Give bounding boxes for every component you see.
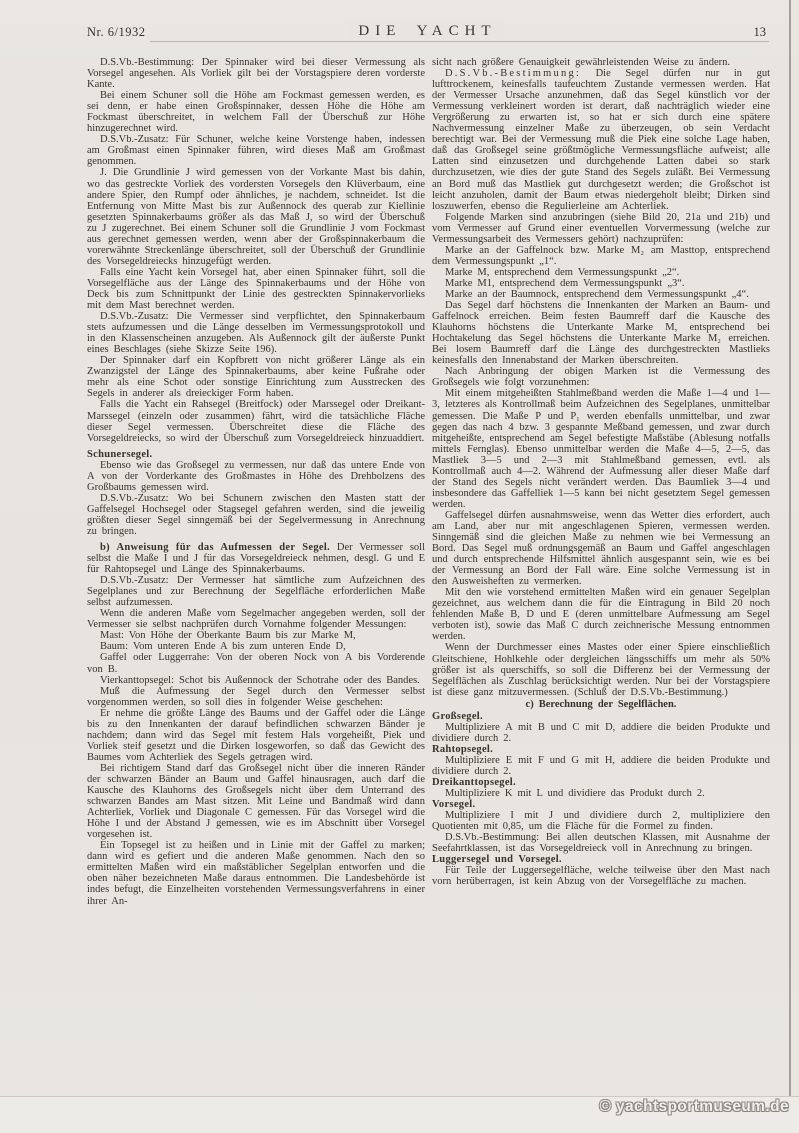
paragraph xyxy=(432,278,770,289)
paragraph-text: Bei richtigem Stand darf das Großsegel nicht über die inneren Ränder der schwarzen Bänder an Baum und Gaffel hinausragen, auch darf die Kausche des Klauhorns des Großsegels nicht über dem Unterrand des schwarzen Bandes am Mast sitzen. Mit Leine und Bandmaß wird dann Achterliek, Vorliek und Diagonale C gemessen. Für das Vorsegel wird die Höhe I und der Abstand J gemessen, wie es im Abschnitt über Vorsegel vorgesehen ist. xyxy=(87,762,425,841)
paragraph-text: Dreikanttopsegel. xyxy=(432,777,516,789)
scan-bottom-rule xyxy=(0,1096,799,1097)
paragraph-text: Die Segel dürfen nur in gut lufttrockenem, keinesfalls taufeuchtem Zustande vermessen werden. Hat der Vermesser Ursache anzunehmen, daß das Segel künstlich vor der Vermessung verkleinert worden ist derart, daß nachträglich wieder eine Vergrößerung zu erwarten ist, so hat er sich durch eine spätere Nachvermessung einzelner Maße zu überzeugen, ob sein Verdacht berechtigt war. Bei der Vermessung muß die Piek eine solche Lage haben, daß das Großsegel seine größtmögliche Vermessungsfläche aufweist; alle Latten sind einzusetzen und durchgehende Latten dabei so stark durchzusetzen, wie dies der gute Stand des Segels zuläßt. Bei Vermessung an Bord muß das Mastliek gut durchgesetzt werden; die Großschot ist leicht anzuholen, damit der Baum etwas niedergeholt bleibt; Dirken sind loszuwerfen, ebenso die Regulierleine am Achterliek. xyxy=(432,68,770,212)
paragraph-text: sicht nach größere Genauigkeit gewährleistenden Weise zu ändern. xyxy=(432,57,730,68)
paragraph xyxy=(432,300,770,366)
paragraph xyxy=(87,493,425,537)
paragraph xyxy=(87,630,425,641)
paragraph xyxy=(87,90,425,134)
journal-issue: Nr. 6/1932 xyxy=(87,25,146,39)
paragraph-text: Rahtopsegel. xyxy=(432,743,494,755)
paragraph-text: Vorsegel. xyxy=(432,799,476,811)
paragraph xyxy=(432,788,770,799)
journal-title-text: DIE YACHT xyxy=(350,23,504,39)
paragraph-text: Marke M1, entsprechend dem Vermessungspunkt „3“. xyxy=(445,277,685,289)
scan-page-edge xyxy=(789,0,791,1098)
paragraph-text: J. Die Grundlinie J wird gemessen von der Vorkante Mast bis dahin, wo das gestreckte Vorliek des vordersten Vorsegels den Klüverbaum, eine andere Spier, den Rumpf oder ähnliches, je nachdem, schneidet. Ist die Entfernung von Mitte Mast bis zur Außennock des querab zur Kiellinie gesetzten Spinnakerbaums größer als das Maß J, so wird der Überschuß zu J zugerechnet. Bei einem Schuner soll die Grundlinie J vom Fockmast aus gerechnet gemessen werden, wenn aber der Großspinnakerbaum die vorerwähnte Streckenlänge überschreitet, soll der Überschuß der Grundlinie des Vorsegeldreiecks hinzugefügt werden. xyxy=(87,167,425,267)
paragraph xyxy=(432,587,770,642)
subsection-heading xyxy=(432,744,770,755)
journal-title xyxy=(88,23,767,40)
paragraph-text: Falls eine Yacht kein Vorsegel hat, aber einen Spinnaker führt, soll die Vorsegelfläche aus der Länge des Spinnakerbaums und der Höhe von Deck bis zum Schnittpunkt der Linie des gestreckten Spinnakervorlieks mit dem Mast berechnet werden. xyxy=(87,266,425,312)
paragraph-text: D.S.Vb.-Zusatz: Wo bei Schunern zwischen den Masten statt der Gaffelsegel Hochsegel oder Stagsegel gefahren werden, sind die jeweilig größten dieser Segel sinngemäß bei der Segelvermessung in Anrechnung zu bringen. xyxy=(87,492,425,537)
paragraph-text: Marke M, entsprechend dem Vermessungspunkt „2“. xyxy=(445,266,680,278)
paragraph xyxy=(87,763,425,840)
paragraph-text: Großsegel. xyxy=(432,710,483,722)
paragraph-text: Für Teile der Luggersegelfläche, welche teilweise über den Mast nach vorn herüberragen, ist kein Abzug von der Vorsegelfläche zu machen. xyxy=(432,865,770,888)
paragraph-text: D.S.Vb.-Zusatz: Für Schuner, welche keine Vorstenge haben, indessen am Großmast einen Spinnaker führen, wird dieses Maß am Großmast genommen. xyxy=(87,134,425,168)
paragraph-text: Multipliziere K mit L und dividiere das Produkt durch 2. xyxy=(445,788,705,800)
paragraph-text: D.S.Vb.-Zusatz: Der Vermesser hat sämtliche zum Aufzeichnen des Segelplanes und zur Berechnung der Segelfläche erforderlichen Maße selbst aufzumessen. xyxy=(87,575,425,609)
subsection-heading xyxy=(432,854,770,865)
paragraph xyxy=(432,642,770,697)
paragraph xyxy=(87,542,425,575)
paragraph xyxy=(432,245,770,267)
subsection-heading xyxy=(432,799,770,810)
paragraph xyxy=(87,652,425,674)
paragraph-text: Mit den wie vorstehend ermittelten Maßen wird ein genauer Segelplan gezeichnet, aus welchem dann die für die Eintragung in Bild 20 noch fehlenden Maße B, D und E (deren unmittelbare Aufmessung am Segel verboten ist), sowie das Maß C durch zeichnerische Messung entnommen werden. xyxy=(432,587,770,643)
paragraph xyxy=(432,510,770,587)
paragraph xyxy=(87,167,425,266)
page-number: 13 xyxy=(753,25,766,39)
paragraph-text: Wenn die anderen Maße vom Segelmacher angegeben werden, soll der Vermesser sie selbst nachprüfen durch Vornahme folgender Messungen: xyxy=(87,608,425,631)
paragraph-text: Wenn der Durchmesser eines Mastes oder einer Spiere einschließlich Gleitschiene, Hohlkehle oder dergleichen längsschiffs um mehr als 50% größer ist als querschiffs, so soll die Differenz bei der Vermessung der Segelflächen als Zuschlag berücksichtigt werden. Nur bei der Vorstagspiere ist diese ganz mitzuvermessen. (Schluß der D.S.Vb.-Bestimmung.) xyxy=(432,642,770,698)
paragraph-text: c) Berechnung der Segelflächen. xyxy=(525,698,677,710)
text-column-right xyxy=(432,57,770,888)
paragraph-text: Marke an der Baumnock, entsprechend dem Vermessungspunkt „4“. xyxy=(445,288,749,300)
paragraph xyxy=(432,366,770,388)
subsection-heading xyxy=(432,711,770,722)
paragraph-text: Der Vermesser soll selbst die Maße I und J für das Vorsegeldreieck nehmen, desgl. G und E für Rahtopsegel und Länge des Spinnakerbaums. xyxy=(87,542,425,576)
paragraph xyxy=(87,708,425,763)
paragraph xyxy=(87,267,425,311)
paragraph-text: Gaffel oder Luggerrahe: Von der oberen Nock von A bis Vorderende von B. xyxy=(87,652,425,675)
paragraph xyxy=(87,675,425,686)
paragraph-text: Der Spinnaker darf ein Kopfbrett von nicht größerer Länge als ein Zwanzigstel der Länge des Spinnakerbaums, aber keine Fußrahe oder mehr als eine Schot oder sonstige Einrichtung zum Ausstrecken des Segels in anderer als dreieckiger Form haben. xyxy=(87,355,425,400)
header-rule xyxy=(150,41,769,42)
paragraph xyxy=(432,722,770,744)
paragraph-text: Das Segel darf höchstens die Innenkanten der Marken an Baum- und Gaffelnock erreichen. Beim festen Baumreff darf die Kausche des Klauhorns höchstens die Unterkante Marke M, entsprechend bei Hochtakelung das Segel höchstens die Unterkante Marke M₂ erreichen. Bei losem Baumreff darf die Länge des durchgestreckten Mastlieks keinesfalls den Innenabstand der Marken überschreiten. xyxy=(432,300,770,367)
paragraph-text: Falls die Yacht ein Rahsegel (Breitfock) oder Marssegel oder Dreikant-Marssegel (einzeln oder zusammen) fährt, wird die tatsächliche Fläche dieser Segel vermessen. Überschreitet diese die Fläche des Vorsegeldreiecks, so wird der Überschuß zum Vorsegeldreieck hinzuaddiert. xyxy=(87,399,425,444)
paragraph-text: Multipliziere A mit B und C mit D, addiere die beiden Produkte und dividiere durch 2. xyxy=(432,721,770,744)
paragraph xyxy=(432,388,770,510)
paragraph xyxy=(87,641,425,652)
paragraph-text: D.S.Vb.-Zusatz: Die Vermesser sind verpflichtet, den Spinnakerbaum stets aufzumessen und die Länge desselben im Vermessungsprotokoll und in den Klassenscheinen anzugeben. Als Außennock gilt der äußerste Punkt eines Beschlages (siehe Skizze Seite 196). xyxy=(87,311,425,356)
paragraph xyxy=(87,575,425,608)
paragraph xyxy=(432,212,770,245)
paragraph-text: Gaffelsegel dürfen ausnahmsweise, wenn das Wetter dies erfordert, auch am Land, aber nur mit angeschlagenen Spieren, vermessen werden. Sinngemäß sind die gleichen Maße zu nehmen wie bei Vermessung an Bord. Das Segel muß ordnungsgemäß an Baum und Gaffel angeschlagen und durch entsprechende Hilfsmittel ähnlich ausgespannt sein, wie es bei der Vermessung an Bord der Fall wäre. Eine solche Vermessung ist in den Ausweisheften zu vermerken. xyxy=(432,509,770,588)
paragraph-text: Mit einem mitgeheißten Stahlmeßband werden die Maße 1—4 und 1—3, letzteres als Kontrollmaß beim Aufzeichnen des Segelplanes, unmittelbar gemessen. Die Maße P und P₁ werden ebenfalls unmittelbar, und zwar gegen das nach 4 bzw. 3 gespannte Meßband gemessen, und zwar durch mitgeheißte, entsprechend am Segel befestigte Maßstäbe (Ablesung notfalls mittels Fernglas). Ebenso unmittelbar werden die Maße 4—5, 2—5, das Mastliek 3—5 und 2—3 mit Stahlmeßband gemessen, evtl. als Kontrollmaß auch 4—2. Während der Aufmessung aller dieser Maße darf der Stand des Segels nicht verändert werden. Das Baumliek 3—4 und insbesondere das Gaffelliek 1—5 kann bei nicht gesetztem Segel gemessen werden. xyxy=(432,388,770,510)
paragraph xyxy=(87,608,425,630)
paragraph xyxy=(432,865,770,887)
paragraph xyxy=(87,460,425,493)
paragraph-lead: D.S.Vb.-Bestimmung: xyxy=(445,68,582,80)
paragraph-text: Muß die Aufmessung der Segel durch den Vermesser selbst vorgenommen werden, so soll dies in folgender Weise geschehen: xyxy=(87,685,425,708)
paragraph-text: Ein Topsegel ist zu heißen und in Linie mit der Gaffel zu marken; dann wird es gefiert und die anderen Maße genommen. Nach den so ermittelten Maßen wird ein maßstäblicher Segelplan entworfen und die oben näher bezeichneten Maße daraus entnommen. Die Landesbehörde ist indes befugt, die Einzelheiten vorstehenden Vermessungsverfahrens in einer ihrer An- xyxy=(87,840,425,907)
paragraph-text: Marke an der Gaffelnock bzw. Marke M₂ am Masttop, entsprechend dem Vermessungspunkt „1“. xyxy=(432,244,770,267)
paragraph-text: Vierkanttopsegel: Schot bis Außennock der Schotrahe oder des Bandes. xyxy=(100,674,420,686)
paragraph-lead: b) Anweisung für das Aufmessen der Segel. xyxy=(100,542,331,554)
section-heading xyxy=(432,699,770,710)
paragraph xyxy=(87,311,425,355)
paragraph xyxy=(432,68,770,212)
paragraph-text: Bei einem Schuner soll die Höhe am Fockmast gemessen werden, es sei denn, er habe einen Großspinnaker, dessen Höhe die Höhe am Fockmast überschreitet, in welchem Fall der Überschuß zur Höhe hinzugerechnet wird. xyxy=(87,90,425,135)
paragraph xyxy=(432,755,770,777)
paragraph xyxy=(432,57,770,68)
subsection-heading xyxy=(87,449,425,460)
paragraph-text: Ebenso wie das Großsegel zu vermessen, nur daß das untere Ende von A von der Vorderkante des Großmastes in Höhe des Drehbolzens des Großbaums gemessen wird. xyxy=(87,459,425,493)
paragraph-text: Mast: Von Höhe der Oberkante Baum bis zur Marke M, xyxy=(100,630,356,642)
paragraph xyxy=(432,810,770,832)
paragraph xyxy=(432,267,770,278)
paragraph-text: D.S.Vb.-Bestimmung: Der Spinnaker wird bei dieser Vermessung als Vorsegel angesehen. Als Vorliek gilt bei der Vorstagspiere deren vorderste Kante. xyxy=(87,57,425,91)
paragraph xyxy=(432,832,770,854)
paragraph xyxy=(87,840,425,906)
paragraph-text: Folgende Marken sind anzubringen (siehe Bild 20, 21a und 21b) und vom Vermesser auf Grund einer eventuellen Vorvermessung (welche zur Vermessungsarbeit des Vermessers gehört) nachzuprüfen: xyxy=(432,211,770,245)
watermark: © yachtsportmuseum.de xyxy=(599,1098,789,1115)
paragraph-text: Multipliziere E mit F und G mit H, addiere die beiden Produkte und dividiere durch 2. xyxy=(432,754,770,777)
paragraph-text: Schunersegel. xyxy=(87,448,153,460)
paragraph-text: Nach Anbringung der obigen Marken ist die Vermessung des Großsegels wie folgt vorzunehmen: xyxy=(432,366,770,389)
subsection-heading xyxy=(432,777,770,788)
paragraph xyxy=(87,355,425,399)
paragraph xyxy=(432,289,770,300)
text-column-left xyxy=(87,57,425,907)
paragraph xyxy=(87,57,425,90)
paragraph-text: Multipliziere I mit J und dividiere durch 2, multipliziere den Quotienten mit 0,85, um die Fläche für die Formel zu finden. xyxy=(432,810,770,833)
paragraph-text: Baum: Vom unteren Ende A bis zum unteren Ende D, xyxy=(100,641,346,653)
paragraph-text: Luggersegel und Vorsegel. xyxy=(432,854,562,866)
paragraph-text: Er nehme die größte Länge des Baums und der Gaffel oder die Länge bis zu den Innenkanten der darauf befindlichen schwarzen Bänder je nachdem; dann wird das Segel mit festem Hals vorgeheißt, Piek und Vorliek steif gesetzt und die Dirken losgeworfen, so daß das Gewicht des Baumes vom Achterliek des Segels getragen wird. xyxy=(87,707,425,763)
paragraph-text: D.S.Vb.-Bestimmung: Bei allen deutschen Klassen, mit Ausnahme der Seefahrtklassen, ist das Vorsegeldreieck voll in Anrechnung zu bringen. xyxy=(432,832,770,855)
paragraph xyxy=(87,134,425,167)
paragraph xyxy=(87,399,425,443)
paragraph xyxy=(87,686,425,708)
